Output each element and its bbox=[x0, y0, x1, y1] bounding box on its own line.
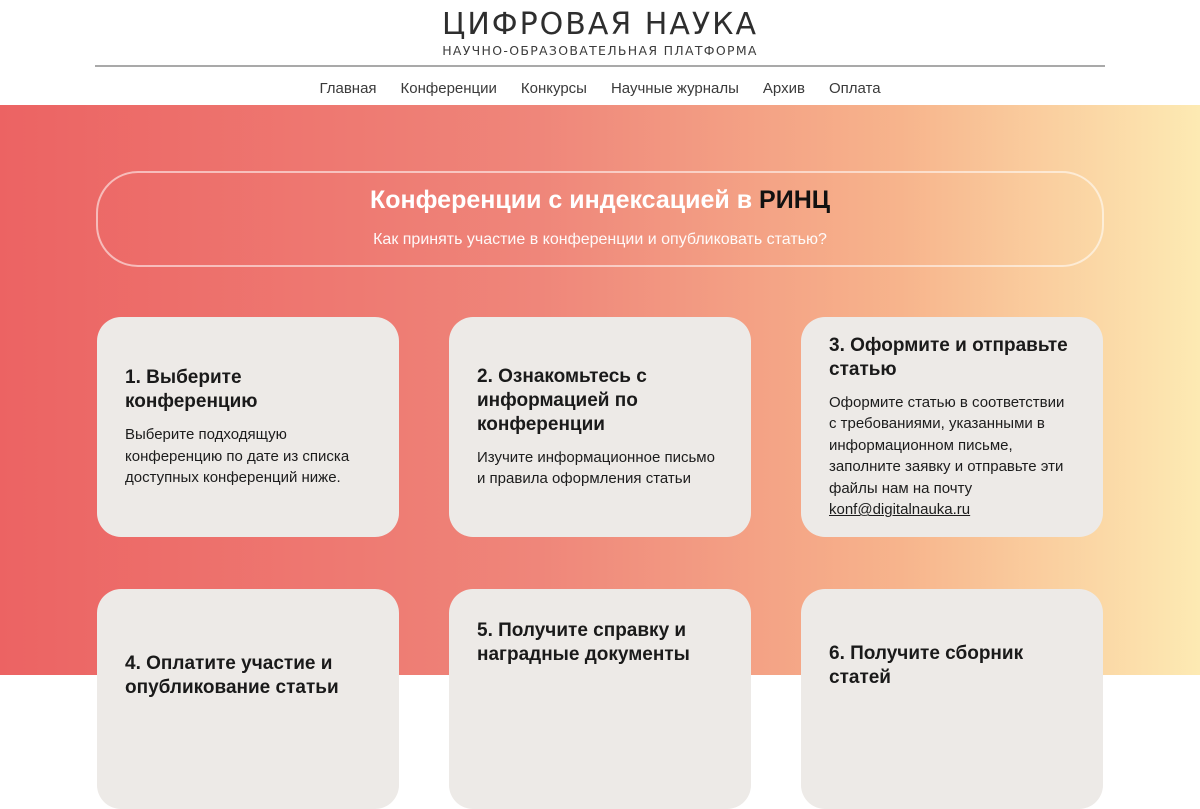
site-header bbox=[0, 0, 1200, 105]
email-link[interactable]: konf@digitalnauka.ru bbox=[829, 501, 971, 519]
step-card-5 bbox=[449, 589, 751, 809]
hero-title-highlight: РИНЦ bbox=[759, 186, 831, 214]
step-card-3 bbox=[801, 317, 1103, 537]
step-title: 6. Получите сборник статей bbox=[829, 643, 1024, 689]
nav-item-journals[interactable]: Научные журналы bbox=[610, 79, 739, 97]
main-nav bbox=[0, 67, 1200, 99]
logo-title: ЦИФРОВАЯ НАУКА bbox=[442, 7, 758, 42]
site-logo[interactable] bbox=[0, 0, 1200, 58]
step-title: 2. Ознакомьтесь с информацией по конференции bbox=[477, 365, 647, 435]
step-title: 3. Оформите и отправьте статью bbox=[829, 334, 1068, 380]
logo-subtitle: НАУЧНО-ОБРАЗОВАТЕЛЬНАЯ ПЛАТФОРМА bbox=[442, 42, 758, 58]
hero-section bbox=[0, 105, 1200, 699]
nav-item-contests[interactable]: Конкурсы bbox=[520, 79, 587, 97]
step-title: 1. Выберите конференцию bbox=[125, 367, 258, 412]
nav-item-home[interactable]: Главная bbox=[319, 79, 377, 97]
nav-item-archive[interactable]: Архив bbox=[762, 79, 805, 97]
hero-title bbox=[118, 185, 1082, 216]
step-card-1 bbox=[97, 317, 399, 537]
step-body: Выберите подходящую конференцию по дате из списка доступных конференций ниже. bbox=[125, 426, 350, 486]
step-body bbox=[829, 392, 1075, 521]
step-card-6 bbox=[801, 589, 1103, 809]
step-body-text: Оформите статью в соответствии с требованиями, указанными в информационном письме, заполните заявку и отправьте эти файлы нам на почту bbox=[829, 393, 1065, 497]
step-body: Изучите информационное письмо и правила оформления статьи bbox=[477, 448, 715, 488]
hero-title-prefix: Конференции с индексацией в bbox=[369, 186, 760, 214]
nav-item-conferences[interactable]: Конференции bbox=[400, 79, 497, 97]
nav-item-payment[interactable]: Оплата bbox=[828, 79, 881, 97]
step-card-4 bbox=[97, 589, 399, 809]
steps-grid bbox=[97, 317, 1103, 809]
hero-banner bbox=[96, 171, 1104, 267]
hero-subtitle: Как принять участие в конференции и опубликовать статью? bbox=[373, 231, 827, 249]
step-title: 4. Оплатите участие и опубликование статьи bbox=[125, 653, 339, 699]
step-card-2 bbox=[449, 317, 751, 537]
step-title: 5. Получите справку и наградные документы bbox=[477, 620, 690, 666]
